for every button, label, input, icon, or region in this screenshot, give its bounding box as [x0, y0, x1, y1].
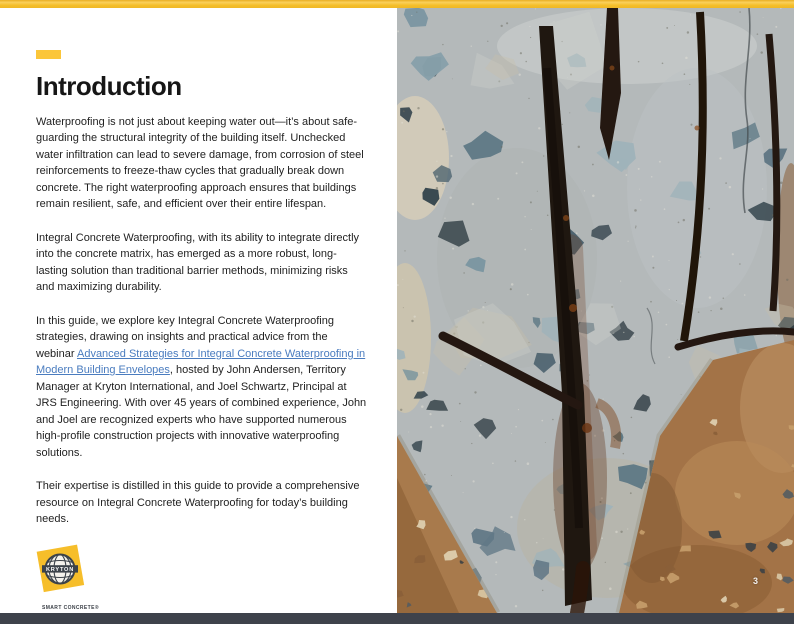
- intro-paragraph-3: [36, 313, 367, 462]
- heading-accent-chip: [36, 50, 61, 59]
- top-accent-bar: [0, 0, 794, 8]
- text-page: [0, 8, 397, 613]
- intro-paragraph-4: Their expertise is distilled in this guide to provide a comprehensive resource on Integral Concrete Waterproofing for today’s building needs.: [36, 480, 360, 526]
- intro-paragraph-2: Integral Concrete Waterproofing, with its ability to integrate directly into the concrete matrix, has emerged as a more robust, long-lasting solution than traditional barrier methods, minimizing risks and maximizing durability.: [36, 231, 360, 294]
- concrete-photo: [397, 8, 794, 613]
- logo-brand-text: KRYTON: [45, 566, 75, 573]
- logo-tagline: SMART CONCRETE®: [42, 605, 99, 611]
- footer-bar: [0, 613, 794, 624]
- concrete-rebar-photo-art: [397, 8, 794, 613]
- page-number: 3: [752, 576, 758, 586]
- paragraph-3-after-link: , hosted by John Andersen, Territory Manager at Kryton International, and Joel Schwartz, Principal at JRS Engineering. With over 45 years of combined experience, John and Joel are recognized experts who have supported numerous high-profile construction projects with innovative waterproofing solutions.: [36, 364, 367, 459]
- page-title: Introduction: [36, 71, 182, 101]
- intro-body: [36, 114, 367, 528]
- paragraph-3-before-link: In this guide, we explore key Integral Concrete Waterproofing strategies, drawing on insights and practical advice from the webinar: [36, 314, 334, 360]
- kryton-logo: [31, 543, 141, 611]
- kryton-logo-icon: [31, 543, 93, 599]
- webinar-link[interactable]: Advanced Strategies for Integral Concrete Waterproofing in Modern Building Envelopes: [36, 347, 366, 377]
- intro-paragraph-1: Waterproofing is not just about keeping water out—it’s about safe-guarding the structural integrity of the building itself. Unchecked water infiltration can lead to severe damage, from corrosion of steel reinforcements to freeze-thaw cycles that gradually break down concrete. The right waterproofing approach ensures that buildings remain resilient, safe, and efficient over their entire lifespan.: [36, 115, 364, 211]
